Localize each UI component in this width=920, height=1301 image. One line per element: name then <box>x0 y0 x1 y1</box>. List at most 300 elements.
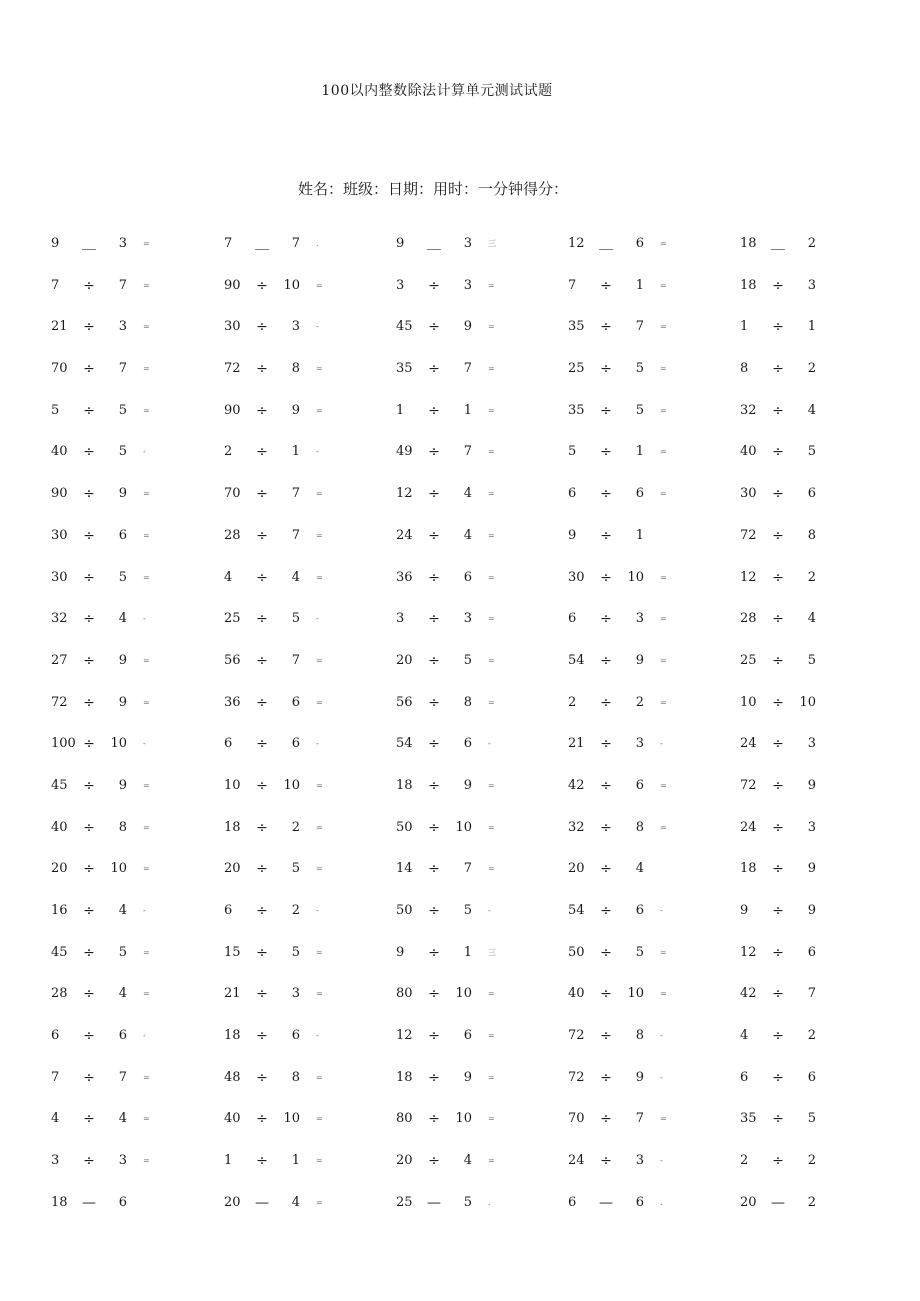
problem-dividend: 21 <box>51 319 68 335</box>
problem-row <box>0 857 920 899</box>
problem-equals-mark: = <box>143 1072 150 1082</box>
problem-operator: ÷ <box>600 277 612 294</box>
problem-dividend: 35 <box>396 361 413 377</box>
problem-divisor: 8 <box>635 1028 644 1044</box>
problem-divisor: 9 <box>118 777 127 793</box>
problem-operator: ÷ <box>83 361 95 378</box>
problem-operator: ÷ <box>772 1028 784 1045</box>
problem-equals-mark: = <box>143 239 150 248</box>
problem-divisor: 6 <box>291 1028 300 1044</box>
page-title: 100以内整数除法计算单元测试试题 <box>321 83 553 99</box>
problem-operator: ÷ <box>256 903 268 919</box>
problem-dividend: 90 <box>224 277 241 293</box>
problem-row <box>0 566 920 608</box>
problem-operator: ÷ <box>428 1111 440 1128</box>
problem-dividend: 90 <box>224 402 241 418</box>
problem-operator: — <box>82 1194 96 1211</box>
problem-equals-mark: = <box>316 1114 323 1124</box>
problem-divisor: 6 <box>463 569 472 585</box>
problem-operator: ÷ <box>83 652 95 669</box>
problem-divisor: 4 <box>807 402 816 418</box>
problem-equals-mark: = <box>660 239 667 248</box>
problem-dividend: 28 <box>224 527 241 543</box>
problem-dividend: 72 <box>568 1069 585 1085</box>
problem-operator: ÷ <box>772 1153 784 1170</box>
problem-divisor: 5 <box>463 652 472 668</box>
problem-operator: ÷ <box>83 569 95 586</box>
problem-divisor: 4 <box>118 1111 127 1127</box>
problem-row <box>0 274 920 316</box>
problem-dividend: 30 <box>568 569 585 585</box>
problem-operator: ÷ <box>600 819 612 836</box>
problem-dividend: 18 <box>224 1028 241 1044</box>
problem-dividend: 40 <box>224 1111 241 1127</box>
problem-divisor: 5 <box>291 861 300 877</box>
problem-dividend: 5 <box>568 444 577 460</box>
problem-dividend: 28 <box>51 986 68 1002</box>
problem-dividend: 48 <box>224 1069 241 1085</box>
problem-divisor: 10 <box>283 277 300 293</box>
problem-divisor: 6 <box>807 1069 816 1085</box>
problem-divisor: 8 <box>807 527 816 543</box>
problem-dividend: 7 <box>224 236 233 251</box>
problem-equals-mark: - <box>316 906 319 915</box>
problem-divisor: 7 <box>463 361 472 377</box>
problem-divisor: 7 <box>463 444 472 460</box>
problem-operator: ÷ <box>600 527 612 544</box>
problem-divisor: 3 <box>635 611 644 627</box>
problem-divisor: 2 <box>807 236 816 251</box>
problem-dividend: 18 <box>224 819 241 835</box>
problem-equals-mark: = <box>660 614 667 624</box>
problem-dividend: 16 <box>51 903 68 918</box>
problem-dividend: 28 <box>740 611 757 627</box>
problem-operator: ÷ <box>600 361 612 378</box>
problem-equals-mark: = <box>488 655 495 665</box>
problem-row <box>0 440 920 482</box>
problem-equals-mark: = <box>143 280 150 290</box>
problem-operator: ÷ <box>256 402 268 419</box>
problem-equals-mark: = <box>143 864 150 874</box>
problem-dividend: 6 <box>568 486 577 502</box>
problem-divisor: 1 <box>635 444 644 460</box>
problem-equals-mark: = <box>488 447 495 457</box>
problem-divisor: 1 <box>291 444 300 460</box>
problem-divisor: 7 <box>807 986 816 1002</box>
problem-operator: ÷ <box>772 861 784 878</box>
problem-dividend: 24 <box>740 819 757 835</box>
problem-divisor: 9 <box>291 402 300 418</box>
problem-divisor: 2 <box>635 694 644 710</box>
problem-equals-mark: = <box>143 780 150 790</box>
problem-divisor: 7 <box>118 361 127 377</box>
problem-equals-mark: = <box>660 572 667 582</box>
problem-divisor: 5 <box>463 1194 472 1210</box>
problem-row <box>0 482 920 524</box>
problem-operator: ÷ <box>600 402 612 419</box>
problem-divisor: 1 <box>807 319 816 335</box>
problem-dividend: 36 <box>396 569 413 585</box>
problem-dividend: 1 <box>224 1153 233 1169</box>
problem-dividend: 9 <box>740 903 749 918</box>
problem-dividend: 80 <box>396 1111 413 1127</box>
problem-divisor: 4 <box>118 611 127 627</box>
problem-dividend: 70 <box>568 1111 585 1127</box>
problem-operator: ÷ <box>772 819 784 836</box>
problem-dividend: 20 <box>396 1153 413 1169</box>
problem-equals-mark: = <box>143 572 150 582</box>
problem-divisor: 2 <box>807 569 816 585</box>
problem-dividend: 12 <box>568 236 585 251</box>
problem-operator: ÷ <box>256 277 268 294</box>
problem-divisor: 3 <box>807 277 816 293</box>
problem-operator: ÷ <box>772 652 784 669</box>
problem-divisor: 8 <box>118 819 127 835</box>
problem-divisor: 9 <box>463 319 472 335</box>
problem-equals-mark: = <box>143 1156 150 1166</box>
problem-equals-mark: . <box>660 1197 663 1207</box>
problem-divisor: 6 <box>118 1028 127 1044</box>
problem-dividend: 30 <box>224 319 241 335</box>
problem-dividend: 9 <box>396 236 405 251</box>
problem-operator: ÷ <box>428 569 440 586</box>
problem-row <box>0 816 920 858</box>
problem-dividend: 12 <box>740 944 757 960</box>
problem-divisor: 6 <box>635 486 644 502</box>
problem-divisor: 6 <box>807 486 816 502</box>
problem-dividend: 45 <box>51 944 68 960</box>
problem-operator: ÷ <box>772 611 784 628</box>
problem-dividend: 72 <box>568 1028 585 1044</box>
problem-equals-mark: = <box>316 864 323 874</box>
problem-divisor: 3 <box>463 611 472 627</box>
problem-divisor: 9 <box>118 694 127 710</box>
problem-equals-mark: - <box>143 1031 146 1041</box>
problem-dividend: 24 <box>396 527 413 543</box>
problem-divisor: 2 <box>807 1194 816 1210</box>
problem-equals-mark: = <box>143 364 150 374</box>
problem-dividend: 4 <box>740 1028 749 1044</box>
problem-dividend: 72 <box>740 777 757 793</box>
problem-dividend: 5 <box>51 402 60 418</box>
problem-operator: ÷ <box>772 736 784 753</box>
problem-equals-mark: = <box>660 947 667 957</box>
problem-operator: ÷ <box>256 319 268 336</box>
problem-operator: ÷ <box>600 486 612 503</box>
problem-operator: ÷ <box>428 527 440 544</box>
problem-dividend: 18 <box>51 1194 68 1210</box>
problem-dividend: 20 <box>224 861 241 877</box>
problem-dividend: 25 <box>740 652 757 668</box>
problem-equals-mark: = <box>488 614 495 624</box>
problem-dividend: 21 <box>224 986 241 1002</box>
problem-operator: ÷ <box>256 569 268 586</box>
problem-divisor: 4 <box>291 1194 300 1210</box>
problem-equals-mark: = <box>660 364 667 374</box>
problem-dividend: 54 <box>568 903 585 918</box>
problem-operator: ÷ <box>600 444 612 461</box>
problem-operator: ÷ <box>428 444 440 461</box>
problem-divisor: 2 <box>807 1028 816 1044</box>
problem-equals-mark: = <box>316 530 323 540</box>
problem-operator: ÷ <box>83 861 95 878</box>
problem-equals-mark: = <box>488 1072 495 1082</box>
problem-equals-mark: = <box>660 655 667 665</box>
problem-divisor: 7 <box>291 486 300 502</box>
problem-equals-mark: = <box>316 655 323 665</box>
problem-equals-mark: = <box>488 530 495 540</box>
problem-divisor: 2 <box>807 1153 816 1169</box>
problem-operator: ÷ <box>256 486 268 503</box>
problem-dividend: 15 <box>224 944 241 960</box>
problem-equals-mark: - <box>316 614 319 624</box>
problem-divisor: 9 <box>118 652 127 668</box>
problem-dividend: 20 <box>224 1194 241 1210</box>
problem-operator: ÷ <box>772 486 784 503</box>
problem-operator: ÷ <box>772 986 784 1003</box>
problem-operator: ÷ <box>600 652 612 669</box>
problem-dividend: 27 <box>51 652 68 668</box>
problem-equals-mark: = <box>488 989 495 999</box>
problem-operator: ÷ <box>772 944 784 961</box>
problem-operator: ÷ <box>600 1111 612 1128</box>
problem-divisor: 3 <box>635 1153 644 1169</box>
problem-dividend: 18 <box>740 861 757 877</box>
problem-operator: ÷ <box>256 944 268 961</box>
problem-divisor: 5 <box>807 444 816 460</box>
problem-operator: ÷ <box>772 1111 784 1128</box>
problem-divisor: 8 <box>635 819 644 835</box>
problem-operator: ÷ <box>83 277 95 294</box>
problem-equals-mark: = <box>660 322 667 332</box>
problem-equals-mark: = <box>488 697 495 707</box>
problem-equals-mark: = <box>488 280 495 290</box>
problem-dividend: 25 <box>568 361 585 377</box>
problem-dividend: 1 <box>396 402 405 418</box>
problem-divisor: 1 <box>635 277 644 293</box>
problem-divisor: 3 <box>118 236 127 251</box>
problem-dividend: 42 <box>740 986 757 1002</box>
problem-operator: ÷ <box>600 986 612 1003</box>
problem-divisor: 4 <box>118 903 127 918</box>
problem-divisor: 10 <box>455 986 472 1002</box>
problem-operator: ÷ <box>256 1069 268 1086</box>
problem-operator: ÷ <box>256 1153 268 1170</box>
problem-operator: ÷ <box>256 819 268 836</box>
problem-dividend: 54 <box>568 652 585 668</box>
problem-dividend: 20 <box>396 652 413 668</box>
problem-operator: ÷ <box>256 652 268 669</box>
problem-operator: ÷ <box>600 611 612 628</box>
problem-operator: ÷ <box>600 1028 612 1045</box>
problem-divisor: 5 <box>463 903 472 918</box>
problem-divisor: 8 <box>291 361 300 377</box>
problem-divisor: 5 <box>118 444 127 460</box>
problem-equals-mark: - <box>143 739 146 749</box>
problem-divisor: 3 <box>463 236 472 251</box>
problem-divisor: 3 <box>291 319 300 335</box>
problem-operator: ÷ <box>256 361 268 378</box>
problem-equals-mark: = <box>660 989 667 999</box>
problem-divisor: 1 <box>291 1153 300 1169</box>
problem-divisor: 8 <box>463 694 472 710</box>
problem-operator: ÷ <box>83 527 95 544</box>
problem-equals-mark: . <box>316 239 319 248</box>
problem-equals-mark: - <box>660 1072 663 1082</box>
problem-divisor: 5 <box>118 944 127 960</box>
problem-dividend: 24 <box>740 736 757 752</box>
problem-divisor: 6 <box>291 736 300 752</box>
problem-operator: ÷ <box>772 903 784 919</box>
problem-dividend: 32 <box>740 402 757 418</box>
problem-operator: ÷ <box>772 527 784 544</box>
problem-equals-mark: = <box>143 655 150 665</box>
problem-equals-mark: = <box>316 405 323 415</box>
problem-dividend: 12 <box>396 486 413 502</box>
problem-dividend: 10 <box>740 694 757 710</box>
problem-equals-mark: = <box>316 989 323 999</box>
problem-operator: ÷ <box>428 944 440 961</box>
problem-operator: ÷ <box>428 694 440 711</box>
problem-divisor: 10 <box>110 861 127 877</box>
problem-divisor: 4 <box>291 569 300 585</box>
problem-row <box>0 399 920 441</box>
problem-divisor: 7 <box>635 1111 644 1127</box>
problem-divisor: 3 <box>118 319 127 335</box>
problem-row <box>0 1107 920 1149</box>
problem-equals-mark: - <box>488 906 491 915</box>
problem-divisor: 7 <box>118 277 127 293</box>
problem-operator: ＿ <box>82 236 96 252</box>
problem-dividend: 50 <box>396 819 413 835</box>
problem-divisor: 9 <box>807 861 816 877</box>
problem-operator: ÷ <box>83 1111 95 1128</box>
problem-equals-mark: = <box>143 947 150 957</box>
problem-equals-mark: - <box>143 906 146 915</box>
problem-operator: ÷ <box>428 819 440 836</box>
problem-operator: ÷ <box>256 527 268 544</box>
problem-divisor: 3 <box>463 277 472 293</box>
problem-dividend: 50 <box>568 944 585 960</box>
problem-dividend: 30 <box>51 527 68 543</box>
problem-equals-mark: = <box>316 1197 323 1207</box>
problem-equals-mark: = <box>316 1156 323 1166</box>
problem-equals-mark: = <box>660 780 667 790</box>
problem-dividend: 72 <box>224 361 241 377</box>
problem-divisor: 3 <box>118 1153 127 1169</box>
problem-row <box>0 357 920 399</box>
problem-dividend: 36 <box>224 694 241 710</box>
problem-operator: ÷ <box>83 819 95 836</box>
problem-equals-mark: = <box>316 364 323 374</box>
problem-operator: ÷ <box>772 319 784 336</box>
problem-dividend: 20 <box>568 861 585 877</box>
problem-divisor: 6 <box>118 1194 127 1210</box>
problem-operator: — <box>771 1194 785 1211</box>
problem-equals-mark: = <box>143 322 150 332</box>
problem-dividend: 32 <box>51 611 68 627</box>
problem-dividend: 3 <box>396 277 405 293</box>
problem-divisor: 10 <box>455 819 472 835</box>
problem-dividend: 25 <box>224 611 241 627</box>
problem-operator: ＿ <box>427 236 441 252</box>
problem-operator: ÷ <box>428 652 440 669</box>
problem-row <box>0 1024 920 1066</box>
problem-dividend: 100 <box>51 736 76 752</box>
problem-dividend: 6 <box>224 736 233 752</box>
problem-equals-mark: = <box>316 947 323 957</box>
problem-row <box>0 1191 920 1233</box>
problem-operator: ＿ <box>255 236 269 252</box>
problem-operator: ÷ <box>428 1028 440 1045</box>
problem-divisor: 6 <box>807 944 816 960</box>
problem-dividend: 40 <box>740 444 757 460</box>
problem-equals-mark: 三 <box>488 239 496 248</box>
problem-operator: ÷ <box>256 777 268 794</box>
problem-row <box>0 649 920 691</box>
problem-operator: ÷ <box>772 277 784 294</box>
problem-dividend: 6 <box>568 1194 577 1210</box>
problem-operator: ＿ <box>771 236 785 252</box>
problem-equals-mark: - <box>143 447 146 457</box>
problem-equals-mark: = <box>488 572 495 582</box>
problem-operator: ÷ <box>428 861 440 878</box>
problem-operator: ÷ <box>256 1111 268 1128</box>
problem-divisor: 10 <box>455 1111 472 1127</box>
problem-row <box>0 315 920 357</box>
problem-operator: ÷ <box>83 1028 95 1045</box>
problem-dividend: 18 <box>740 236 757 251</box>
problem-equals-mark: = <box>316 489 323 499</box>
problem-divisor: 9 <box>463 777 472 793</box>
problem-operator: ÷ <box>256 861 268 878</box>
problem-operator: — <box>255 1194 269 1211</box>
problem-equals-mark: - <box>316 322 319 332</box>
problem-dividend: 21 <box>568 736 585 752</box>
problem-equals-mark: = <box>660 822 667 832</box>
problem-divisor: 7 <box>291 527 300 543</box>
problem-equals-mark: - <box>316 739 319 749</box>
problem-dividend: 4 <box>51 1111 60 1127</box>
problem-operator: ÷ <box>83 319 95 336</box>
problem-equals-mark: = <box>316 280 323 290</box>
problem-divisor: 5 <box>635 944 644 960</box>
problem-divisor: 9 <box>118 486 127 502</box>
problem-equals-mark: = <box>660 1114 667 1124</box>
problem-divisor: 1 <box>463 402 472 418</box>
problem-dividend: 30 <box>51 569 68 585</box>
problem-dividend: 40 <box>568 986 585 1002</box>
problem-divisor: 5 <box>807 652 816 668</box>
problem-equals-mark: = <box>488 1114 495 1124</box>
problem-dividend: 72 <box>51 694 68 710</box>
problem-dividend: 18 <box>396 777 413 793</box>
problem-grid <box>0 232 920 1233</box>
problem-equals-mark: - <box>660 906 663 915</box>
problem-operator: ÷ <box>256 986 268 1003</box>
problem-dividend: 18 <box>396 1069 413 1085</box>
problem-divisor: 6 <box>463 736 472 752</box>
problem-equals-mark: = <box>143 1114 150 1124</box>
problem-dividend: 4 <box>224 569 233 585</box>
problem-operator: ÷ <box>600 569 612 586</box>
problem-operator: ÷ <box>83 694 95 711</box>
problem-divisor: 10 <box>283 777 300 793</box>
problem-operator: ÷ <box>772 402 784 419</box>
problem-dividend: 35 <box>568 319 585 335</box>
problem-divisor: 6 <box>635 236 644 251</box>
problem-equals-mark: = <box>316 572 323 582</box>
